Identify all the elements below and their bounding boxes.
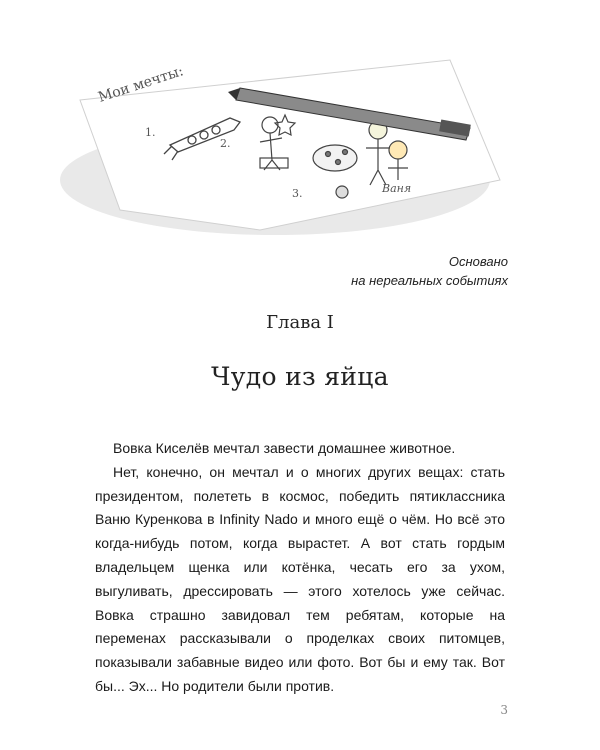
epigraph-line-2: на нереальных событиях [351, 273, 508, 288]
chapter-body [95, 437, 505, 699]
note-item-2: 2. [220, 137, 231, 150]
page-number: 3 [500, 703, 508, 717]
illustration-sketch [60, 30, 510, 245]
epigraph [351, 252, 508, 290]
paragraph-2: Нет, конечно, он мечтал и о многих других вещах: стать президентом, полететь в космос, победить пятиклассника Ваню Куренкова в Infinity Nado и много ещё о чём. Но всё это когда-нибудь потом, когда вырастет. А вот стать гордым владельцем щенка или котёнка, чесать его за ухом, выгуливать, дрессировать — этого хотелось уже сейчас. Вовка страшно завидовал тем ребятам, которые на переменах рассказывали о проделках своих питомцев, показывали забавные видео или фото. Вот бы и ему так. Вот бы... Эх... Но родители были против. [95, 463, 505, 694]
epigraph-line-1: Основано [448, 254, 508, 269]
note-heading: Мои мечты: [96, 63, 186, 106]
note-item-3: 3. [292, 187, 303, 200]
chapter-title: Чудо из яйца [211, 362, 389, 391]
chapter-label: Глава I [266, 312, 334, 333]
note-item-1: 1. [145, 126, 156, 139]
sketch-name: Ваня [382, 182, 412, 195]
paragraph-1: Вовка Киселёв мечтал завести домашнее животное. [113, 440, 456, 456]
